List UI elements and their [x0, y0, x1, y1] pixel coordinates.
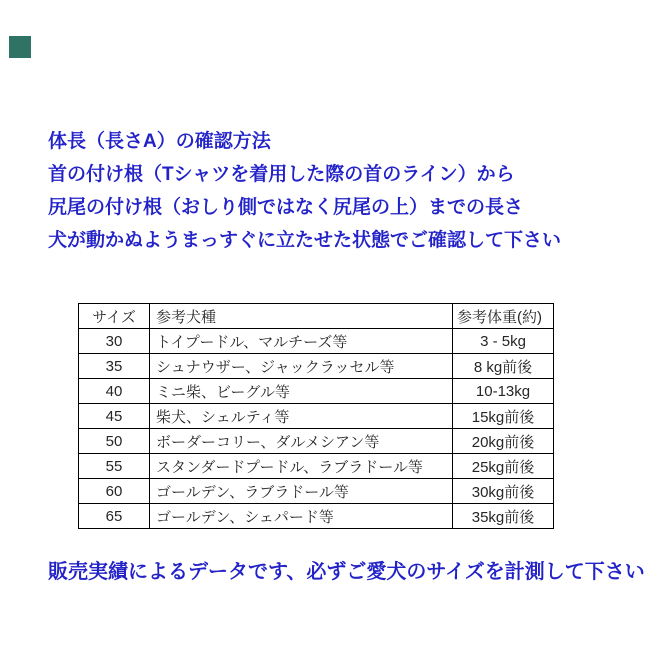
breed-cell: シュナウザー、ジャックラッセル等 [150, 354, 453, 379]
instruction-line-4: 犬が動かぬようまっすぐに立たせた状態でご確認して下さい [48, 230, 562, 251]
breed-cell: 柴犬、シェルティ等 [150, 404, 453, 429]
breed-cell: スタンダードプードル、ラブラドール等 [150, 454, 453, 479]
footer-note: 販売実績によるデータです、必ずご愛犬のサイズを計測して下さい [48, 561, 645, 583]
table-row [79, 354, 554, 379]
size-cell: 35 [79, 354, 150, 379]
weight-cell: 3 - 5kg [453, 329, 554, 354]
corner-accent-square [9, 36, 31, 58]
weight-cell: 30kg前後 [453, 479, 554, 504]
instruction-line-3: 尻尾の付け根（おしり側ではなく尻尾の上）までの長さ [48, 197, 524, 218]
breed-cell: ゴールデン、ラブラドール等 [150, 479, 453, 504]
weight-cell: 10-13kg [453, 379, 554, 404]
table-row [79, 404, 554, 429]
table-row [79, 379, 554, 404]
breed-cell: ゴールデン、シェパード等 [150, 504, 453, 529]
size-table-header [79, 304, 554, 329]
header-breed: 参考犬種 [150, 304, 453, 329]
size-cell: 45 [79, 404, 150, 429]
instruction-line-1: 体長（長さA）の確認方法 [48, 131, 271, 152]
size-cell: 50 [79, 429, 150, 454]
table-row [79, 454, 554, 479]
size-cell: 65 [79, 504, 150, 529]
size-cell: 60 [79, 479, 150, 504]
weight-cell: 25kg前後 [453, 454, 554, 479]
size-cell: 30 [79, 329, 150, 354]
table-row [79, 429, 554, 454]
header-size: サイズ [79, 304, 150, 329]
instruction-line-2: 首の付け根（Tシャツを着用した際の首のライン）から [48, 164, 515, 185]
table-row [79, 504, 554, 529]
weight-cell: 15kg前後 [453, 404, 554, 429]
header-weight: 参考体重(約) [453, 304, 554, 329]
table-row [79, 329, 554, 354]
breed-cell: トイプードル、マルチーズ等 [150, 329, 453, 354]
header-row [79, 304, 554, 329]
weight-cell: 35kg前後 [453, 504, 554, 529]
breed-cell: ボーダーコリー、ダルメシアン等 [150, 429, 453, 454]
table-row [79, 479, 554, 504]
weight-cell: 8 kg前後 [453, 354, 554, 379]
weight-cell: 20kg前後 [453, 429, 554, 454]
measurement-instructions [48, 125, 628, 257]
size-cell: 40 [79, 379, 150, 404]
size-table [78, 303, 554, 529]
breed-cell: ミニ柴、ビーグル等 [150, 379, 453, 404]
size-cell: 55 [79, 454, 150, 479]
size-table-body [79, 329, 554, 529]
